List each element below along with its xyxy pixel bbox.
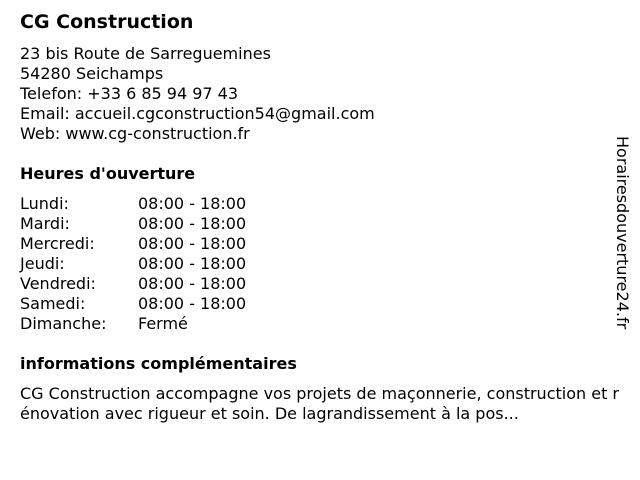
phone-number[interactable]: Telefon: +33 6 85 94 97 43: [20, 84, 239, 103]
hours-time: 08:00 - 18:00: [138, 294, 247, 313]
hours-row-wednesday: [20, 234, 246, 254]
hours-day: Mercredi:: [20, 234, 95, 253]
hours-day: Dimanche:: [20, 314, 107, 333]
hours-day: Mardi:: [20, 214, 70, 233]
hours-time: 08:00 - 18:00: [138, 214, 247, 233]
business-name: CG Construction: [20, 11, 194, 33]
hours-day: Jeudi:: [20, 254, 65, 273]
opening-hours-heading: Heures d'ouverture: [20, 164, 196, 183]
address-street: 23 bis Route de Sarreguemines: [20, 44, 271, 63]
additional-info-heading: informations complémentaires: [20, 354, 297, 373]
hours-day: Samedi:: [20, 294, 86, 313]
website-link[interactable]: Web: www.cg-construction.fr: [20, 124, 250, 143]
site-watermark: Horairesdouverture24.fr: [613, 136, 632, 330]
hours-row-tuesday: [20, 214, 246, 234]
hours-time: 08:00 - 18:00: [138, 234, 247, 253]
additional-info-text: CG Construction accompagne vos projets de maçonnerie, construction et rénovation avec rigueur et soin. De lagrandissement à la pos...: [20, 384, 620, 423]
hours-time: 08:00 - 18:00: [138, 254, 247, 273]
address-city: 54280 Seichamps: [20, 64, 164, 83]
hours-row-monday: [20, 194, 246, 214]
contact-block: [20, 44, 375, 144]
hours-row-saturday: [20, 294, 246, 314]
hours-time: 08:00 - 18:00: [138, 194, 247, 213]
hours-day: Lundi:: [20, 194, 69, 213]
hours-row-sunday: [20, 314, 246, 334]
hours-day: Vendredi:: [20, 274, 96, 293]
hours-time: 08:00 - 18:00: [138, 274, 247, 293]
email-address[interactable]: Email: accueil.cgconstruction54@gmail.com: [20, 104, 375, 123]
hours-row-friday: [20, 274, 246, 294]
opening-hours-table: [20, 194, 246, 334]
hours-row-thursday: [20, 254, 246, 274]
hours-time: Fermé: [138, 314, 188, 333]
